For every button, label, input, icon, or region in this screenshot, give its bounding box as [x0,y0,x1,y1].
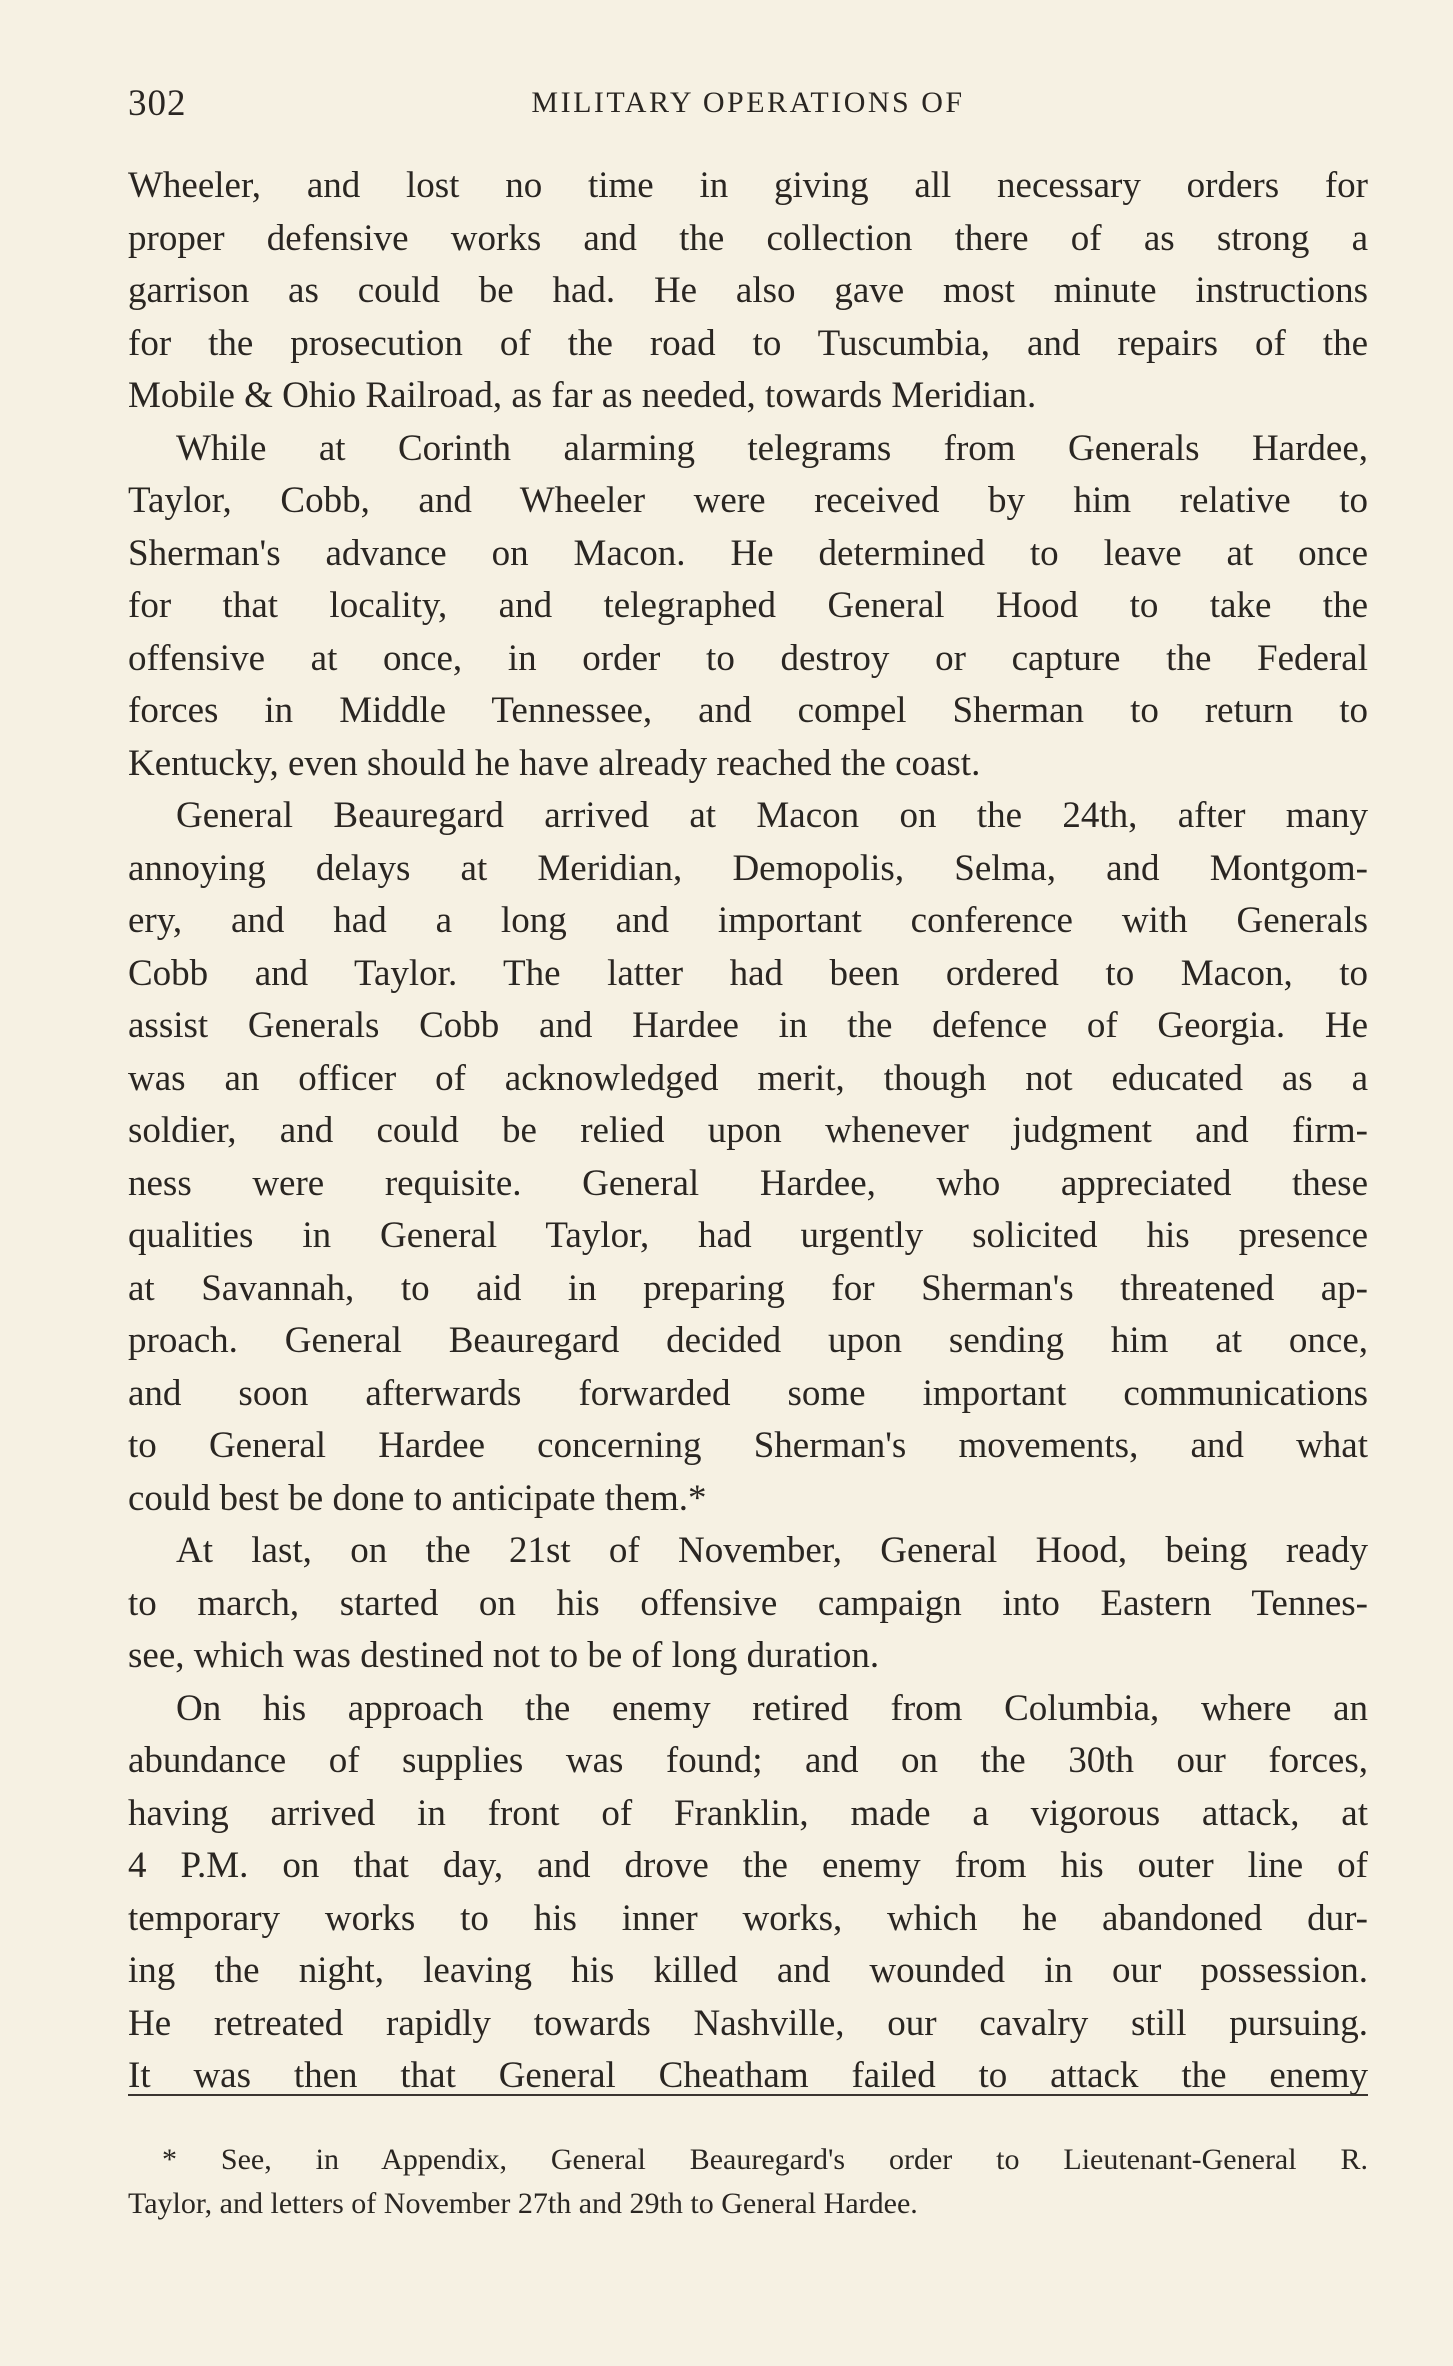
body-line: ery, and had a long and important conference with Generals [128,900,1368,941]
body-line: garrison as could be had. He also gave most minute instructions [128,270,1368,311]
body-line: could best be done to anticipate them.* [128,1477,707,1519]
footnote-line: * See, in Appendix, General Beauregard's order to Lieutenant-General R. [162,2143,1368,2176]
running-head: MILITARY OPERATIONS OF [531,86,965,119]
body-line: 4 P.M. on that day, and drove the enemy from his outer line of [128,1845,1368,1886]
body-line: assist Generals Cobb and Hardee in the defence of Georgia. He [128,1005,1368,1046]
body-line: temporary works to his inner works, which he abandoned dur- [128,1897,1368,1939]
body-line: see, which was destined not to be of long duration. [128,1635,880,1676]
body-line: was an officer of acknowledged merit, though not educated as a [128,1057,1368,1099]
body-line: soldier, and could be relied upon whenever judgment and firm- [128,1110,1368,1151]
body-line: offensive at once, in order to destroy or capture the Federal [128,637,1368,679]
body-line: annoying delays at Meridian, Demopolis, Selma, and Montgom- [128,847,1368,889]
body-line: for that locality, and telegraphed General Hood to take the [128,585,1368,626]
body-line: Mobile & Ohio Railroad, as far as needed, towards Meridian. [128,375,1037,416]
body-line: On his approach the enemy retired from Columbia, where an [176,1687,1368,1729]
body-line: Cobb and Taylor. The latter had been ordered to Macon, to [128,952,1368,994]
body-line: to General Hardee concerning Sherman's movements, and what [128,1425,1368,1466]
body-line: proper defensive works and the collection there of as strong a [128,217,1368,259]
body-line: for the prosecution of the road to Tuscumbia, and repairs of the [128,322,1368,364]
body-line: forces in Middle Tennessee, and compel Sherman to return to [128,690,1368,731]
body-line: At last, on the 21st of November, General Hood, being ready [176,1530,1368,1571]
footnote-line: Taylor, and letters of November 27th and 29th to General Hardee. [128,2187,918,2220]
body-text [128,160,1368,2103]
body-line: Sherman's advance on Macon. He determined to leave at once [128,532,1368,574]
body-line: proach. General Beauregard decided upon sending him at once, [128,1320,1368,1361]
body-line: While at Corinth alarming telegrams from Generals Hardee, [176,427,1368,469]
body-line: General Beauregard arrived at Macon on the 24th, after many [176,795,1368,836]
body-line: Wheeler, and lost no time in giving all necessary orders for [128,165,1368,206]
body-line: He retreated rapidly towards Nashville, our cavalry still pursuing. [128,2002,1368,2044]
body-line: It was then that General Cheatham failed to attack the enemy [128,2055,1368,2096]
body-line: at Savannah, to aid in preparing for Sherman's threatened ap- [128,1267,1368,1309]
footnote [128,2138,1368,2226]
body-line: ness were requisite. General Hardee, who appreciated these [128,1162,1368,1204]
body-line: and soon afterwards forwarded some important communications [128,1372,1368,1414]
page-header [128,82,1368,132]
footnote-rule [128,2094,1368,2096]
body-line: to march, started on his offensive campaign into Eastern Tennes- [128,1582,1368,1624]
page-number: 302 [128,83,187,124]
body-line: Kentucky, even should he have already reached the coast. [128,742,981,784]
body-line: qualities in General Taylor, had urgently solicited his presence [128,1215,1368,1256]
body-line: ing the night, leaving his killed and wounded in our possession. [128,1950,1368,1991]
body-line: having arrived in front of Franklin, made a vigorous attack, at [128,1792,1368,1834]
body-line: abundance of supplies was found; and on the 30th our forces, [128,1740,1368,1781]
body-line: Taylor, Cobb, and Wheeler were received by him relative to [128,480,1368,521]
